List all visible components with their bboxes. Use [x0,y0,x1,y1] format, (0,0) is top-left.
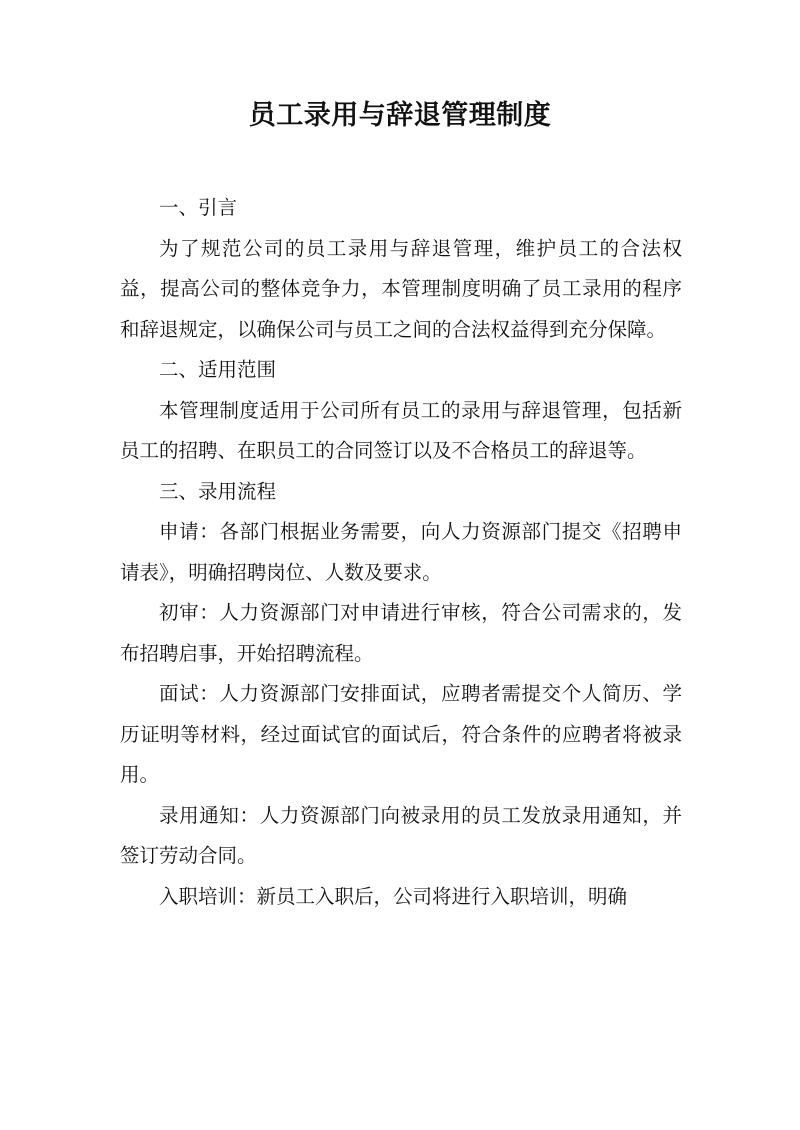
process-step-application: 申请：各部门根据业务需要，向人力资源部门提交《招聘申请表》，明确招聘岗位、人数及要求。 [120,520,682,584]
scope-paragraph: 本管理制度适用于公司所有员工的录用与辞退管理，包括新员工的招聘、在职员工的合同签订以及不合格员工的辞退等。 [120,398,682,462]
section-heading-scope: 二、适用范围 [159,358,277,381]
process-step-onboarding-training: 入职培训：新员工入职后，公司将进行入职培训，明确 [159,884,628,908]
document-title: 员工录用与辞退管理制度 [248,100,552,131]
document-body [120,188,682,917]
process-step-initial-review: 初审：人力资源部门对申请进行审核，符合公司需求的，发布招聘启事，开始招聘流程。 [120,601,682,665]
process-step-interview: 面试：人力资源部门安排面试，应聘者需提交个人简历、学历证明等材料，经过面试官的面试后，符合条件的应聘者将被录用。 [120,682,682,786]
section-heading-intro: 一、引言 [159,196,238,219]
process-step-offer-notice: 录用通知：人力资源部门向被录用的员工发放录用通知，并签订劳动合同。 [120,803,682,867]
section-heading-hiring-process: 三、录用流程 [159,479,277,503]
intro-paragraph: 为了规范公司的员工录用与辞退管理，维护员工的合法权益，提高公司的整体竞争力，本管理制度明确了员工录用的程序和辞退规定，以确保公司与员工之间的合法权益得到充分保障。 [120,236,682,341]
